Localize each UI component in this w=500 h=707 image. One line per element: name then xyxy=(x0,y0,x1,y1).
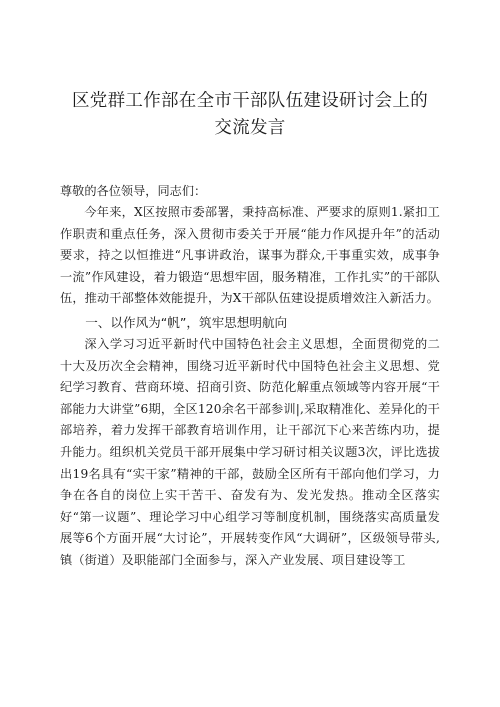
intro-paragraph: 今年来，X区按照市委部署，秉持高标准、严要求的原则1.紧扣工作职责和重点任务，深入贯彻市委关于开展“能力作风提升年”的活动要求，持之以恒推进“凡事讲政治，谋事为群众,干事重实效，成事争一流”作风建设，着力锻造“思想牢固，服务精准，工作扎实”的干部队伍，推动干部整体效能提升，为X干部队伍建设提质增效注入新活力。 xyxy=(60,205,440,306)
document-title xyxy=(60,88,440,142)
title-line-2: 交流发言 xyxy=(214,118,286,138)
section-heading-1: 一、以作风为“帆”，筑牢思想明航向 xyxy=(85,314,288,330)
title-line-1: 区党群工作部在全市干部队伍建设研讨会上的 xyxy=(72,91,428,111)
salutation: 尊敬的各位领导，同志们： xyxy=(60,184,207,198)
section-1-paragraph: 深入学习习近平新时代中国特色社会主义思想，全面贯彻党的二十大及历次全会精神，围绕习近平新时代中国特色社会主义思想、党纪学习教育、营商环境、招商引资、防范化解重点领域等内容开展“干部能力大讲堂”6期，全区120余名干部参训|,采取精准化、差异化的干部培养，着力发挥干部教育培训作用，让干部沉下心来苦练内功，提升能力。组织机关党员干部开展集中学习研讨相关议题3次，评比选拔出19名具有“实干家”精神的干部，鼓励全区所有干部向他们学习，力争在各自的岗位上实干苦干、奋发有为、发光发热。推动全区落实好“第一议题”、理论学习中心组学习等制度机制，围绕落实高质量发展等6个方面开展“大讨论”，开展转变作风“大调研”，区级领导带头,镇（街道）及职能部门全面参与，深入产业发展、项目建设等工 xyxy=(60,336,440,567)
